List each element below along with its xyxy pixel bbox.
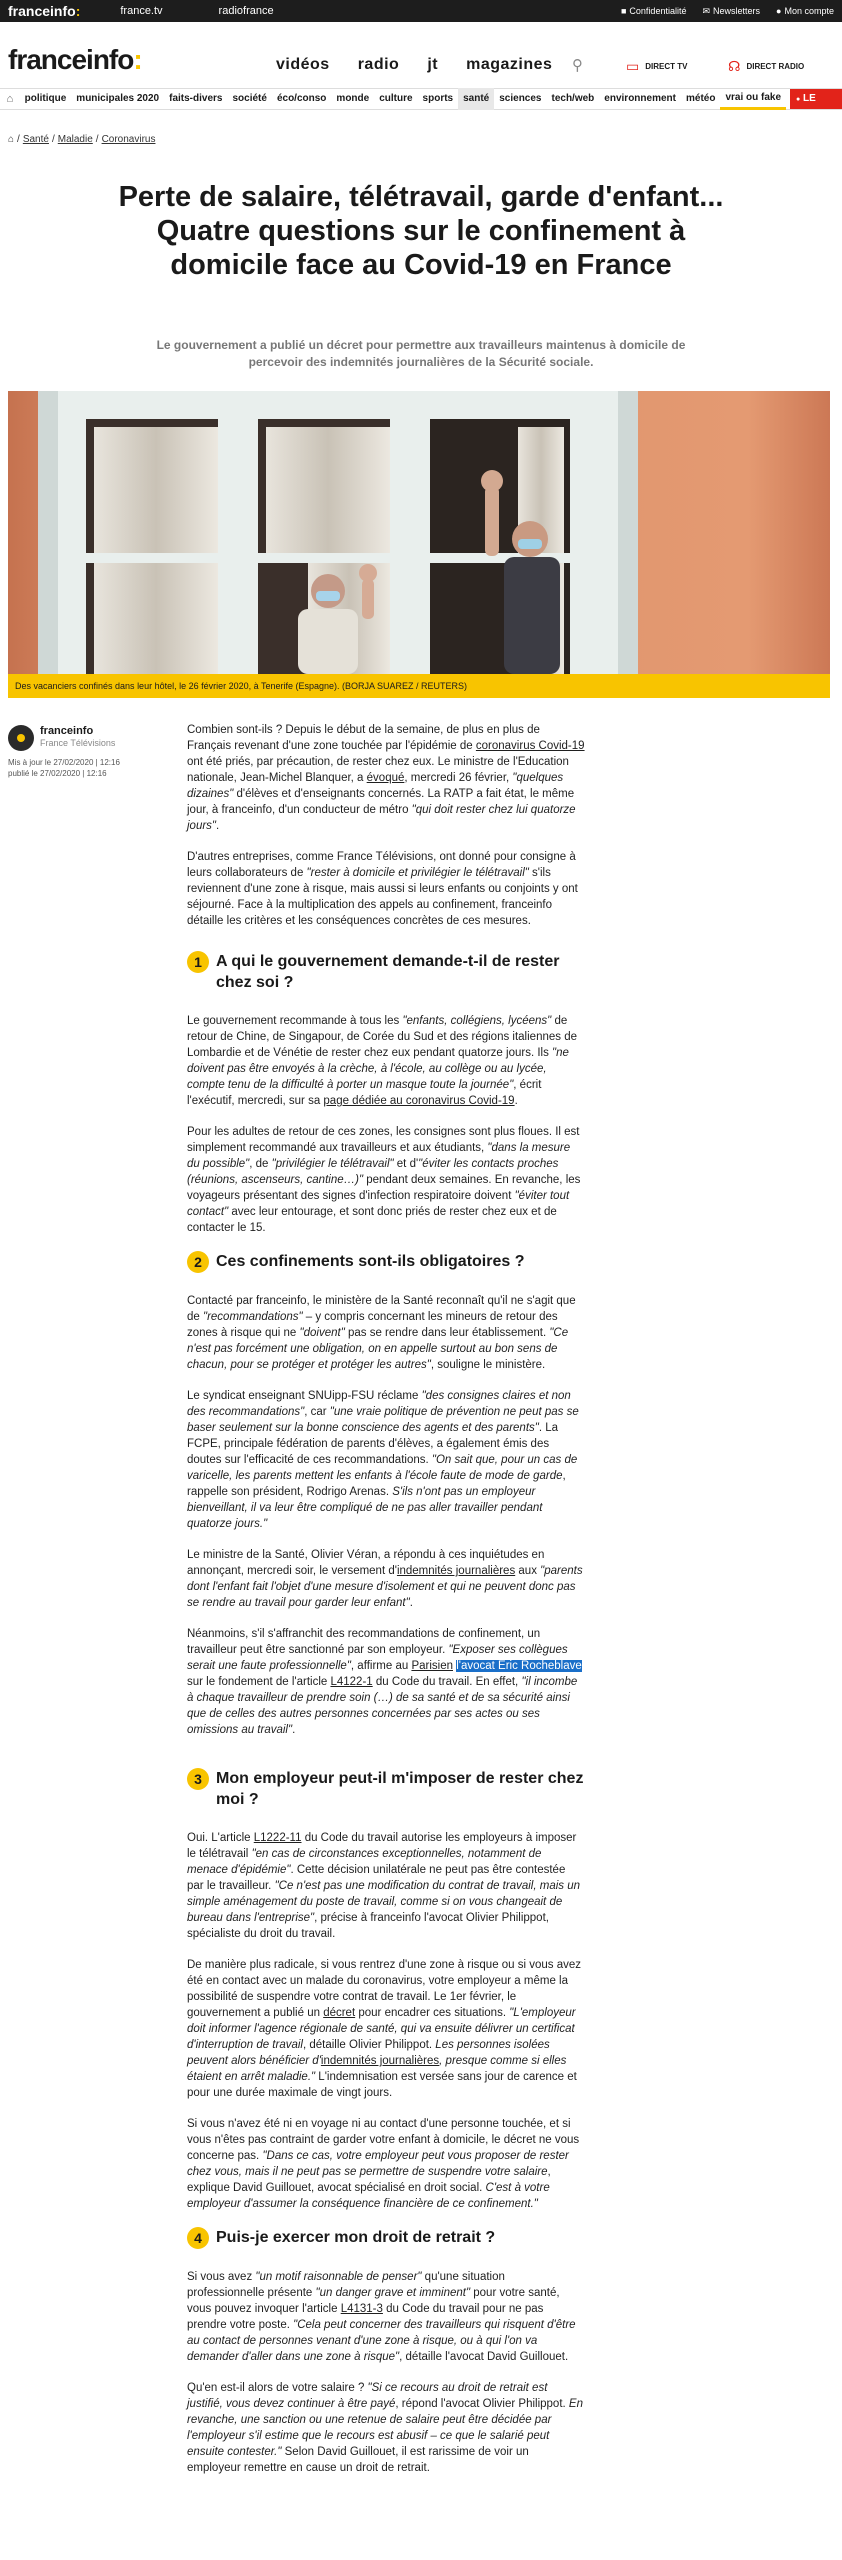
article-l1222-link[interactable]: L1222-11 xyxy=(253,1832,302,1844)
home-icon[interactable]: ⌂ xyxy=(6,93,14,105)
breadcrumb: ⌂ / Santé / Maladie / Coronavirus xyxy=(8,134,156,145)
selected-text-highlight[interactable]: l'avocat Eric Rocheblave xyxy=(456,1660,582,1672)
tv-icon: ▭ xyxy=(626,58,640,74)
section-monde[interactable]: monde xyxy=(336,93,370,104)
mail-icon: ✉ xyxy=(702,5,711,16)
hero-image xyxy=(8,391,830,674)
intro-paragraph-1: Combien sont-ils ? Depuis le début de la semaine, de plus en plus de Français revenant d'une zone touchée par l'épidémie de coronavirus Covid-19 ont été priés, par précaution, de rester chez eux. Le ministre de l'Education nationale, Jean-Michel Blanquer, a évoqué, mercredi 26 février, "quelques dizaines" d'élèves et d'enseignants concernés. La RATP a fait état, le même jour, à franceinfo, d'un conducteur de métro "qui doit rester chez lui quatorze jours". xyxy=(187,724,585,832)
section-1-heading: 1 A qui le gouvernement demande-t-il de rester chez soi ? xyxy=(187,951,585,993)
article-l4131-link[interactable]: L4131-3 xyxy=(340,2303,383,2315)
s4-paragraph-1: Si vous avez "un motif raisonnable de penser" qu'une situation professionnelle présente "un danger grave et imminent" pour votre santé, vous pouvez invoquer l'article L4131-3 du Code du travail pour ne pas prendre votre poste. "Cela peut concerner des travailleurs qui risquent d'être au contact de personnes venant d'une zone à risque, ou à qui l'on va demander d'aller dans une zone à risque", détaille l'avocat David Guillouet. xyxy=(187,2271,576,2363)
house-icon[interactable]: ⌂ xyxy=(8,134,15,145)
s2-paragraph-4: Néanmoins, s'il s'affranchit des recommandations de confinement, un travailleur peut être sanctionné par son employeur. "Exposer ses collègues serait une faute professionnelle", affirme au Parisien l'avocat Eric Rocheblave sur le fondement de l'article L4122-1 du Code du travail. En effet, "il incombe à chaque travailleur de prendre soin (…) de sa santé et de sa sécurité ainsi que de celles des autres personnes concernées par ses actes ou ses omissions au travail". xyxy=(187,1628,582,1736)
account-link[interactable]: ● Mon compte xyxy=(776,6,834,16)
section-3-heading: 3 Mon employeur peut-il m'imposer de rester chez moi ? xyxy=(187,1768,585,1810)
nav-radio[interactable]: radio xyxy=(357,56,400,73)
indemnites-link[interactable]: indemnités journalières xyxy=(396,1565,516,1577)
s4-paragraph-2: Qu'en est-il alors de votre salaire ? "Si ce recours au droit de retrait est justifié, vous devez continuer à être payé, répond l'avocat Olivier Philippot. En revanche, une sanction ou une retenue de salaire peut être décidée par l'employeur s'il estime que le recours est abusif – ce que le salarié peut ensuite contester." Selon David Guillouet, il est rarissime de voir un employeur remettre en cause un droit de retrait. xyxy=(187,2382,583,2474)
breadcrumb-maladie[interactable]: Maladie xyxy=(57,134,93,145)
decret-link[interactable]: décret xyxy=(323,2007,356,2019)
s1-paragraph-1: Le gouvernement recommande à tous les "enfants, collégiens, lycéens" de retour de Chine, de Singapour, de Corée du Sud et des régions italiennes de Lombardie et de Vénétie de rester chez eux pendant quatorze jours. Ils "ne doivent pas être envoyés à la crèche, à l'école, au collège ou au lycée, compte tenu de la difficulté à porter un masque toute la journée", écrit l'exécutif, mercredi, sur sa page dédiée au coronavirus Covid-19. xyxy=(187,1015,577,1107)
avatar[interactable] xyxy=(8,725,34,751)
intro-paragraph-2: D'autres entreprises, comme France Télévisions, ont donné pour consigne à leurs collaborateurs de "rester à domicile et privilégier le télétravail" s'ils reviennent d'une zone à risque, mais aussi si leurs enfants ou conjoints y ont séjourné. Face à la multiplication des appels au confinement, franceinfo détaille les critères et les conséquences concrètes de ces mesures. xyxy=(187,851,578,927)
image-caption: Des vacanciers confinés dans leur hôtel, le 26 février 2020, à Tenerife (Espagne). (BORJA SUAREZ / REUTERS) xyxy=(8,674,830,698)
article-body xyxy=(187,722,585,2491)
headphones-icon: ☊ xyxy=(728,58,741,74)
section-number-badge: 1 xyxy=(187,951,209,973)
site-header xyxy=(0,22,842,88)
parisien-link[interactable]: Parisien xyxy=(411,1660,453,1672)
covid-page-link[interactable]: page dédiée au coronavirus Covid-19 xyxy=(323,1095,515,1107)
nav-magazines[interactable]: magazines xyxy=(466,56,553,73)
main-nav xyxy=(276,56,552,74)
s3-paragraph-3: Si vous n'avez été ni en voyage ni au contact d'une personne touchée, et si vous n'êtes pas contraint de garder votre enfant à domicile, le décret ne vous concerne pas. "Dans ce cas, votre employeur peut vous proposer de rester chez vous, mais il ne peut pas se permettre de suspendre votre salaire, explique David Guillouet, avocat spécialisé en droit social. C'est à votre employeur d'assumer la conséquence financière de ce confinement." xyxy=(187,2118,580,2210)
top-brand-link[interactable]: franceinfo: xyxy=(8,3,81,19)
article-subtitle: Le gouvernement a publié un décret pour permettre aux travailleurs maintenus à domicile de percevoir des indemnités journalières de la Sécurité sociale. xyxy=(156,338,686,369)
section-societe[interactable]: société xyxy=(232,93,267,104)
breadcrumb-coronavirus[interactable]: Coronavirus xyxy=(101,134,156,145)
live-button[interactable]: ● LE LIVE xyxy=(790,89,842,109)
author-org: France Télévisions xyxy=(40,738,116,748)
published-date: publié le 27/02/2020 | 12:16 xyxy=(8,769,107,778)
section-number-badge: 3 xyxy=(187,1768,209,1790)
section-sante[interactable]: santé xyxy=(458,88,494,110)
section-number-badge: 2 xyxy=(187,1251,209,1273)
section-2-heading: 2 Ces confinements sont-ils obligatoires ? xyxy=(187,1251,585,1273)
s3-paragraph-2: De manière plus radicale, si vous rentrez d'une zone à risque ou si vous avez été en contact avec un malade du coronavirus, votre employeur a même la possibilité de suspendre votre contrat de travail. Le 1er février, le gouvernement a publié un décret pour encadrer ces situations. "L'employeur doit informer l'agence régionale de santé, qui va ensuite délivrer un certificat d'interruption de travail, détaille Olivier Philippot. Les personnes isolées peuvent alors bénéficier d'indemnités journalières, presque comme si elles étaient en arrêt maladie." L'indemnisation est versée sans jour de carence et pour une durée maximale de vingt jours. xyxy=(187,1959,582,2099)
section-eco-conso[interactable]: éco/conso xyxy=(276,93,327,104)
section-sports[interactable]: sports xyxy=(422,93,454,104)
user-icon: ● xyxy=(776,6,782,16)
article-l4122-link[interactable]: L4122-1 xyxy=(330,1676,373,1688)
section-vrai-ou-fake[interactable]: vrai ou fake xyxy=(720,88,786,110)
lock-icon: ■ xyxy=(620,6,627,16)
s2-paragraph-2: Le syndicat enseignant SNUipp-FSU réclame "des consignes claires et non des recommandations", car "une vraie politique de prévention ne peut pas se baser seulement sur la bonne conscience des agents et des parents". La FCPE, principale fédération de parents d'élèves, a également émis des doutes sur l'efficacité de ces recommandations. "On sait que, pour un cas de varicelle, les parents mettent les enfants à l'école faute de mode de garde, rappelle son président, Rodrigo Arenas. S'ils n'ont pas un employeur bienveillant, il va leur être compliqué de ne pas aller travailler pendant quatorze jours." xyxy=(187,1390,579,1530)
section-meteo[interactable]: météo xyxy=(685,93,716,104)
section-environnement[interactable]: environnement xyxy=(604,93,676,104)
section-politique[interactable]: politique xyxy=(24,93,67,104)
section-number-badge: 4 xyxy=(187,2227,209,2249)
s2-paragraph-3: Le ministre de la Santé, Olivier Véran, a répondu à ces inquiétudes en annonçant, mercredi soir, le versement d'indemnités journalières aux "parents dont l'enfant fait l'objet d'une mesure d'isolement et qui ne peuvent donc pas se rendre au travail pour garder leur enfant". xyxy=(187,1549,583,1609)
s3-paragraph-1: Oui. L'article L1222-11 du Code du travail autorise les employeurs à imposer le télétravail "en cas de circonstances exceptionnelles, notamment de menace d'épidémie". Cette décision unilatérale ne peut pas être contestée par le travailleur. "Ce n'est pas une modification du contrat de travail, mais un simple aménagement du poste de travail, comme si on vous changeait de bureau dans l'entreprise", précise à franceinfo l'avocat Olivier Philippot, spécialiste du droit du travail. xyxy=(187,1832,581,1940)
updated-date: Mis à jour le 27/02/2020 | 12:16 xyxy=(8,758,120,767)
newsletters-link[interactable]: ✉ Newsletters xyxy=(702,5,761,16)
section-municipales[interactable]: municipales 2020 xyxy=(76,93,160,104)
s2-paragraph-1: Contacté par franceinfo, le ministère de la Santé reconnaît qu'il ne s'agit que de "recommandations" – y compris concernant les mineurs de retour des zones à risque qui ne "doivent" pas se rendre dans leur établissement. "Ce n'est pas forcément une obligation, on en appelle surtout au bon sens de chacun, pour se protéger et protéger les autres", souligne le ministère. xyxy=(187,1295,576,1371)
direct-tv-button[interactable]: ▭ DIRECT TV xyxy=(626,58,688,74)
section-tech-web[interactable]: tech/web xyxy=(551,93,595,104)
section-4-heading: 4 Puis-je exercer mon droit de retrait ? xyxy=(187,2227,585,2249)
france-tv-link[interactable]: france.tv xyxy=(120,5,163,17)
s1-paragraph-2: Pour les adultes de retour de ces zones, les consignes sont plus floues. Il est simplement recommandé aux travailleurs et aux étudiants, "dans la mesure du possible", de "privilégier le télétravail" et d'"éviter les contacts proches (réunions, ascenseurs, cantine…)" pendant deux semaines. En revanche, les voyageurs présentant des signes d'infection respiratoire doivent "éviter tout contact" avec leur entourage, et sont donc priés de rester chez eux et de contacter le 15. xyxy=(187,1126,581,1234)
search-icon[interactable]: ⚲ xyxy=(572,57,583,74)
radiofrance-link[interactable]: radiofrance xyxy=(218,5,274,17)
nav-jt[interactable]: jt xyxy=(427,56,439,73)
evoque-link[interactable]: évoqué xyxy=(366,772,405,784)
nav-videos[interactable]: vidéos xyxy=(276,56,330,73)
indemnites-link-2[interactable]: indemnités journalières xyxy=(320,2055,440,2067)
coronavirus-link[interactable]: coronavirus Covid-19 xyxy=(475,740,585,752)
franceinfo-logo[interactable]: franceinfo: xyxy=(8,44,142,75)
breadcrumb-sante[interactable]: Santé xyxy=(22,134,49,145)
section-sciences[interactable]: sciences xyxy=(499,93,542,104)
live-dot-icon: ● xyxy=(796,96,801,103)
direct-radio-button[interactable]: ☊ DIRECT RADIO xyxy=(728,58,805,74)
publication-dates xyxy=(8,757,120,779)
section-nav xyxy=(0,88,842,125)
privacy-link[interactable]: ■ Confidentialité xyxy=(620,6,687,16)
article-title: Perte de salaire, télétravail, garde d'enfant... Quatre questions sur le confinement à domicile face au Covid-19 en France xyxy=(118,181,724,281)
section-culture[interactable]: culture xyxy=(379,93,413,104)
author-name[interactable]: franceinfo xyxy=(40,725,94,737)
top-bar xyxy=(0,0,842,22)
section-faits-divers[interactable]: faits-divers xyxy=(169,93,223,104)
